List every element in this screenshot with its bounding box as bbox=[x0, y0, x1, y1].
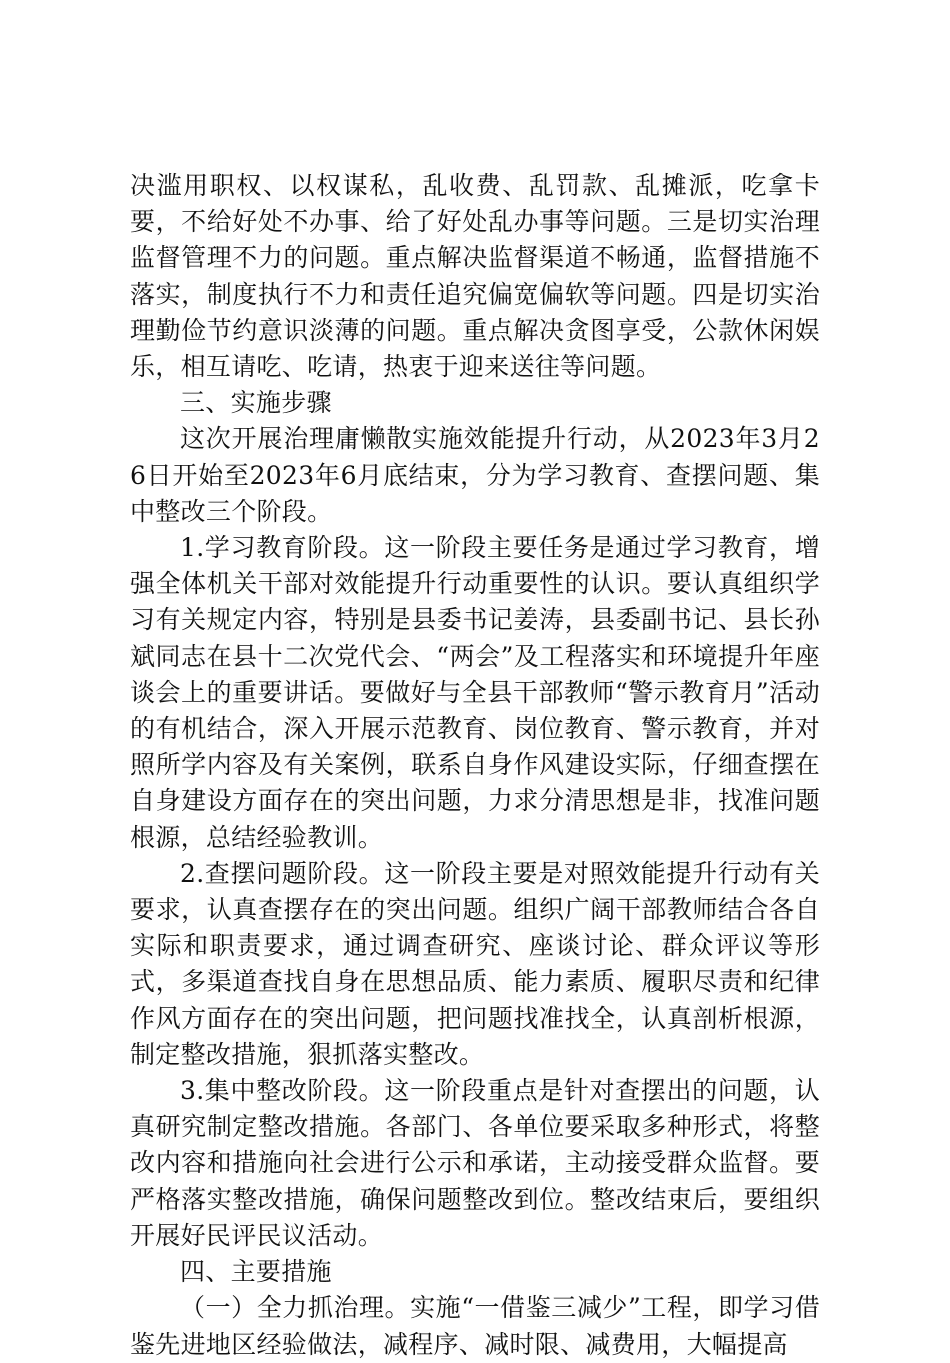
section-heading-main-measures: 四、主要措施 bbox=[180, 1257, 332, 1287]
paragraph-stage-3: 3.集中整改阶段。这一阶段重点是针对查摆出的问题，认真研究制定整改措施。各部门、各单位要采取多种形式，将整改内容和措施向社会进行公示和承诺，主动接受群众监督。要严格落实整改措施，确保问题整改到位。整改结束后，要组织开展好民评民议活动。 bbox=[130, 1076, 820, 1250]
section-heading-implementation-steps: 三、实施步骤 bbox=[180, 388, 332, 418]
paragraph-stage-2: 2.查摆问题阶段。这一阶段主要是对照效能提升行动有关要求，认真查摆存在的突出问题。组织广阔干部教师结合各自实际和职责要求，通过调查研究、座谈讨论、群众评议等形式，多渠道查找自身在思想品质、能力素质、履职尽责和纪律作风方面存在的突出问题，把问题找准找全，认真剖析根源，制定整改措施，狠抓落实整改。 bbox=[130, 858, 820, 1069]
paragraph-stage-1: 1.学习教育阶段。这一阶段主要任务是通过学习教育，增强全体机关干部对效能提升行动重要性的认识。要认真组织学习有关规定内容，特别是县委书记姜涛，县委副书记、县长孙斌同志在县十二次党代会、“两会”及工程落实和环境提升年座谈会上的重要讲话。要做好与全县干部教师“警示教育月”活动的有机结合，深入开展示范教育、岗位教育、警示教育，并对照所学内容及有关案例，联系自身作风建设实际，仔细查摆在自身建设方面存在的突出问题，力求分清思想是非，找准问题根源，总结经验教训。 bbox=[130, 533, 820, 852]
paragraph-measure-1: （一）全力抓治理。实施“一借鉴三减少”工程，即学习借鉴先进地区经验做法，减程序、减时限、减费用，大幅提高 bbox=[130, 1293, 820, 1359]
paragraph-continuation: 决滥用职权、以权谋私，乱收费、乱罚款、乱摊派，吃拿卡要，不给好处不办事、给了好处乱办事等问题。三是切实治理监督管理不力的问题。重点解决监督渠道不畅通，监督措施不落实，制度执行不力和责任追究偏宽偏软等问题。四是切实治理勤俭节约意识淡薄的问题。重点解决贪图享受，公款休闲娱乐，相互请吃、吃请，热衷于迎来送往等问题。 bbox=[130, 171, 820, 382]
paragraph-overview: 这次开展治理庸懒散实施效能提升行动，从2023年3月26日开始至2023年6月底结束，分为学习教育、查摆问题、集中整改三个阶段。 bbox=[130, 424, 820, 526]
document-page bbox=[130, 168, 820, 1363]
